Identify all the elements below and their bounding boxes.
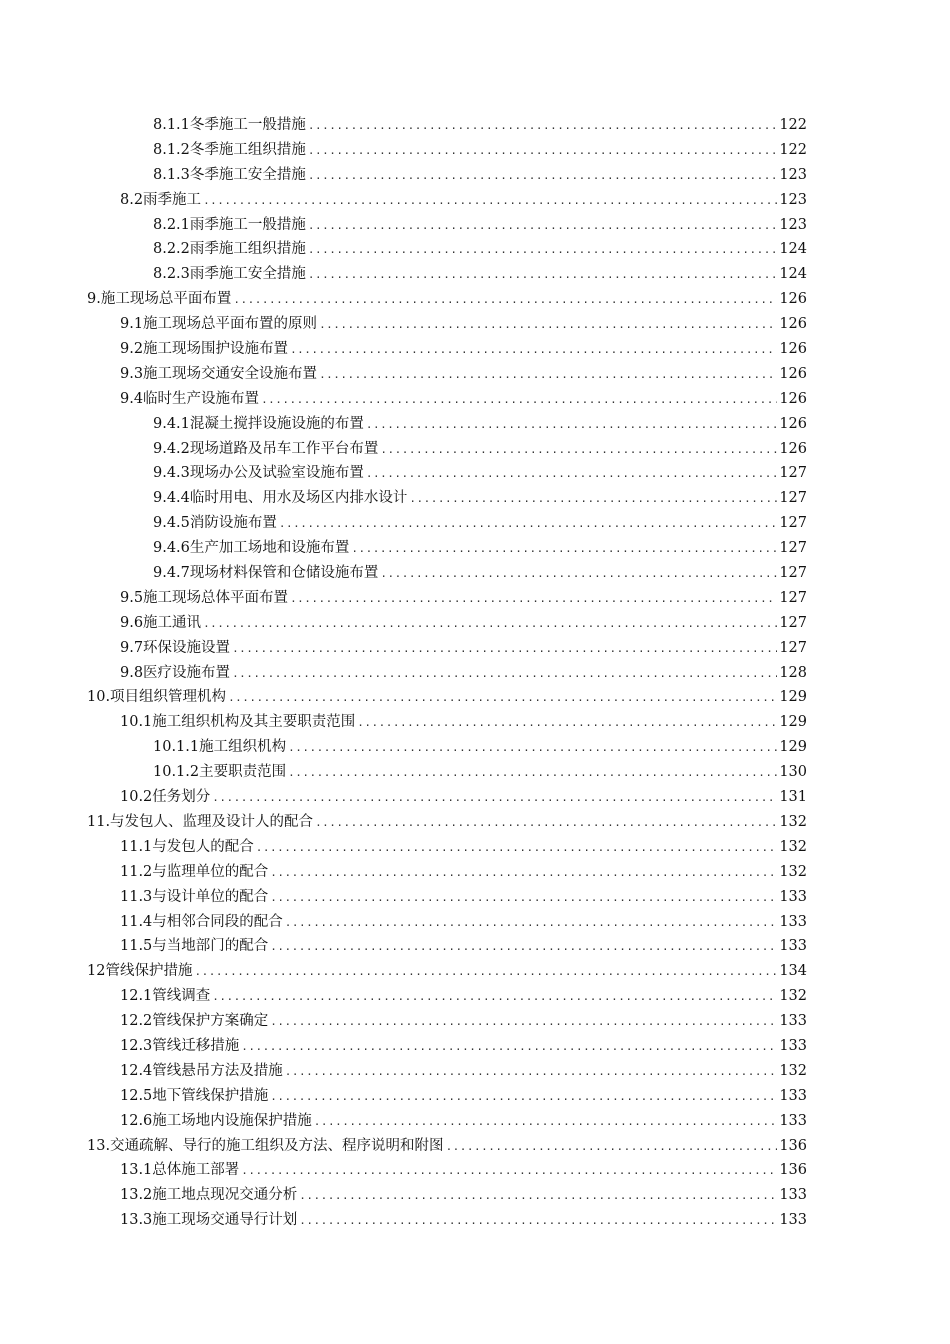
- toc-entry[interactable]: [0, 237, 950, 262]
- toc-entry-title: 12.3管线迁移措施: [120, 1037, 240, 1054]
- toc-page-number: 123: [779, 166, 807, 183]
- toc-entry-title: 9.4临时生产设施布置: [120, 390, 260, 407]
- toc-page-number: 122: [779, 141, 807, 158]
- toc-dot-leader: [241, 1035, 777, 1060]
- toc-entry[interactable]: [0, 188, 950, 213]
- toc-entry[interactable]: [0, 262, 950, 287]
- toc-entry-title: 11.4与相邻合同段的配合: [120, 913, 283, 930]
- toc-entry[interactable]: [0, 636, 950, 661]
- toc-entry[interactable]: [0, 959, 950, 984]
- toc-entry-title: 13.交通疏解、导行的施工组织及方法、程序说明和附图: [87, 1137, 444, 1154]
- toc-dot-leader: [228, 686, 777, 711]
- toc-page-number: 127: [779, 639, 807, 656]
- toc-entry-title: 12.4管线悬吊方法及措施: [120, 1062, 283, 1079]
- toc-entry[interactable]: [0, 138, 950, 163]
- toc-page-number: 123: [779, 191, 807, 208]
- toc-entry-title: 10.1施工组织机构及其主要职责范围: [120, 714, 356, 731]
- toc-page-number: 129: [779, 714, 807, 731]
- toc-dot-leader: [270, 861, 777, 886]
- toc-entry-title: 9.4.4临时用电、用水及场区内排水设计: [153, 490, 408, 507]
- toc-dot-leader: [261, 388, 777, 413]
- toc-entry[interactable]: [0, 860, 950, 885]
- toc-entry-title: 13.3施工现场交通导行计划: [120, 1212, 298, 1229]
- toc-page-number: 133: [779, 1187, 807, 1204]
- toc-dot-leader: [285, 911, 777, 936]
- toc-dot-leader: [315, 811, 777, 836]
- toc-entry-title: 10.1.2主要职责范围: [153, 764, 287, 781]
- toc-dot-leader: [279, 512, 777, 537]
- toc-entry[interactable]: [0, 486, 950, 511]
- toc-entry[interactable]: [0, 312, 950, 337]
- toc-entry[interactable]: [0, 536, 950, 561]
- toc-dot-leader: [308, 263, 777, 288]
- toc-dot-leader: [308, 139, 777, 164]
- toc-entry[interactable]: [0, 362, 950, 387]
- toc-entry-title: 8.2.2雨季施工组织措施: [153, 241, 306, 258]
- toc-dot-leader: [366, 413, 777, 438]
- toc-page-number: 126: [779, 316, 807, 333]
- toc-dot-leader: [299, 1209, 777, 1234]
- toc-entry[interactable]: [0, 437, 950, 462]
- toc-entry[interactable]: [0, 113, 950, 138]
- toc-entry-title: 9.4.7现场材料保管和仓储设施布置: [153, 565, 379, 582]
- toc-entry[interactable]: [0, 934, 950, 959]
- toc-dot-leader: [314, 1110, 777, 1135]
- toc-entry-title: 8.2.3雨季施工安全措施: [153, 266, 306, 283]
- toc-entry[interactable]: [0, 337, 950, 362]
- toc-page-number: 136: [779, 1162, 807, 1179]
- toc-dot-leader: [233, 288, 777, 313]
- toc-page-number: 126: [779, 440, 807, 457]
- toc-entry-title: 9.4.3现场办公及试验室设施布置: [153, 465, 364, 482]
- toc-entry[interactable]: [0, 1109, 950, 1134]
- toc-entry[interactable]: [0, 1208, 950, 1233]
- toc-dot-leader: [212, 985, 777, 1010]
- toc-page-number: 122: [779, 117, 807, 133]
- toc-page-number: 133: [779, 1037, 807, 1054]
- toc-entry-title: 9.1施工现场总平面布置的原则: [120, 316, 318, 333]
- toc-entry[interactable]: [0, 785, 950, 810]
- toc-page-number: 134: [779, 963, 807, 980]
- toc-entry-title: 8.2.1雨季施工一般措施: [153, 216, 306, 233]
- toc-page-number: 129: [779, 689, 807, 706]
- toc-entry[interactable]: [0, 910, 950, 935]
- toc-dot-leader: [256, 836, 777, 861]
- toc-entry[interactable]: [0, 1183, 950, 1208]
- toc-entry-title: 12.5地下管线保护措施: [120, 1087, 269, 1104]
- toc-entry-title: 9.4.2现场道路及吊车工作平台布置: [153, 440, 379, 457]
- toc-entry-title: 9.5施工现场总体平面布置: [120, 589, 289, 606]
- toc-entry[interactable]: [0, 611, 950, 636]
- toc-entry-title: 10.2任务划分: [120, 789, 211, 806]
- toc-entry-title: 12.6施工场地内设施保护措施: [120, 1112, 312, 1129]
- toc-dot-leader: [203, 612, 777, 637]
- toc-page-number: 133: [779, 1112, 807, 1129]
- toc-entry-title: 11.1与发包人的配合: [120, 838, 254, 855]
- toc-page-number: 127: [779, 565, 807, 582]
- toc-entry[interactable]: [0, 1134, 950, 1159]
- toc-entry[interactable]: [0, 1034, 950, 1059]
- toc-page-number: 123: [779, 216, 807, 233]
- toc-dot-leader: [319, 363, 777, 388]
- toc-page-number: 126: [779, 365, 807, 382]
- toc-dot-leader: [446, 1135, 777, 1160]
- toc-page-number: 126: [779, 291, 807, 308]
- toc-entry[interactable]: [0, 1084, 950, 1109]
- toc-entry[interactable]: [0, 710, 950, 735]
- toc-page-number: 136: [779, 1137, 807, 1154]
- toc-dot-leader: [288, 761, 777, 786]
- toc-entry-title: 11.2与监理单位的配合: [120, 863, 269, 880]
- toc-page-number: 132: [779, 1062, 807, 1079]
- toc-page-number: 127: [779, 540, 807, 557]
- toc-entry-title: 8.1.3冬季施工安全措施: [153, 166, 306, 183]
- toc-entry[interactable]: [0, 1158, 950, 1183]
- toc-dot-leader: [357, 711, 777, 736]
- table-of-contents: [0, 113, 950, 1233]
- toc-entry[interactable]: [0, 586, 950, 611]
- toc-entry-title: 9.4.1混凝土搅拌设施设施的布置: [153, 415, 364, 432]
- toc-page-number: 133: [779, 888, 807, 905]
- toc-entry-title: 9.施工现场总平面布置: [87, 291, 232, 308]
- toc-entry-title: 8.2雨季施工: [120, 191, 202, 208]
- toc-entry-title: 9.7环保设施设置: [120, 639, 231, 656]
- toc-page-number: 124: [779, 266, 807, 283]
- toc-dot-leader: [270, 886, 777, 911]
- toc-dot-leader: [319, 313, 777, 338]
- toc-entry[interactable]: [0, 1059, 950, 1084]
- toc-page-number: 133: [779, 1087, 807, 1104]
- toc-page-number: 129: [779, 739, 807, 756]
- toc-entry-title: 13.2施工地点现况交通分析: [120, 1187, 298, 1204]
- toc-dot-leader: [285, 1060, 777, 1085]
- toc-dot-leader: [351, 537, 777, 562]
- toc-dot-leader: [366, 462, 777, 487]
- toc-entry[interactable]: [0, 885, 950, 910]
- toc-entry-title: 12.1管线调查: [120, 988, 211, 1005]
- toc-dot-leader: [270, 935, 777, 960]
- toc-dot-leader: [380, 438, 777, 463]
- toc-entry-title: 8.1.2冬季施工组织措施: [153, 141, 306, 158]
- toc-entry-title: 11.3与设计单位的配合: [120, 888, 269, 905]
- toc-page-number: 133: [779, 1013, 807, 1030]
- toc-dot-leader: [308, 164, 777, 189]
- toc-dot-leader: [409, 487, 777, 512]
- toc-entry[interactable]: [0, 163, 950, 188]
- toc-page-number: 128: [779, 664, 807, 681]
- toc-page-number: 133: [779, 913, 807, 930]
- toc-dot-leader: [270, 1085, 777, 1110]
- toc-page-number: 133: [779, 1212, 807, 1229]
- toc-dot-leader: [290, 587, 777, 612]
- toc-dot-leader: [288, 736, 777, 761]
- toc-dot-leader: [380, 562, 777, 587]
- toc-dot-leader: [203, 189, 777, 214]
- toc-entry[interactable]: [0, 461, 950, 486]
- toc-entry[interactable]: [0, 213, 950, 238]
- toc-dot-leader: [290, 338, 777, 363]
- toc-entry-title: 11.与发包人、监理及设计人的配合: [87, 813, 314, 830]
- toc-entry-title: 10.项目组织管理机构: [87, 689, 227, 706]
- toc-page-number: 132: [779, 988, 807, 1005]
- toc-dot-leader: [232, 637, 777, 662]
- toc-dot-leader: [232, 662, 777, 687]
- toc-page-number: 126: [779, 341, 807, 358]
- toc-entry-title: 12.2管线保护方案确定: [120, 1013, 269, 1030]
- toc-entry[interactable]: [0, 511, 950, 536]
- toc-page-number: 127: [779, 614, 807, 631]
- toc-entry-title: 10.1.1施工组织机构: [153, 739, 287, 756]
- toc-entry-title: 12管线保护措施: [87, 963, 193, 980]
- toc-page-number: 132: [779, 863, 807, 880]
- toc-entry[interactable]: [0, 685, 950, 710]
- toc-entry-title: 9.4.5消防设施布置: [153, 515, 277, 532]
- toc-entry-title: 8.1.1冬季施工一般措施: [153, 117, 306, 133]
- toc-page-number: 126: [779, 390, 807, 407]
- toc-page-number: 133: [779, 938, 807, 955]
- toc-entry-title: 9.4.6生产加工场地和设施布置: [153, 540, 350, 557]
- toc-entry[interactable]: [0, 984, 950, 1009]
- toc-dot-leader: [308, 114, 777, 139]
- toc-entry[interactable]: [0, 835, 950, 860]
- toc-dot-leader: [241, 1159, 777, 1184]
- toc-entry-title: 9.3施工现场交通安全设施布置: [120, 365, 318, 382]
- toc-entry-title: 9.2施工现场围护设施布置: [120, 341, 289, 358]
- toc-entry[interactable]: [0, 810, 950, 835]
- toc-dot-leader: [270, 1010, 777, 1035]
- toc-page-number: 127: [779, 589, 807, 606]
- toc-entry[interactable]: [0, 561, 950, 586]
- toc-entry[interactable]: [0, 387, 950, 412]
- toc-entry-title: 11.5与当地部门的配合: [120, 938, 269, 955]
- toc-page-number: 124: [779, 241, 807, 258]
- toc-dot-leader: [299, 1184, 777, 1209]
- toc-page-number: 131: [779, 789, 807, 806]
- toc-entry[interactable]: [0, 1009, 950, 1034]
- toc-entry[interactable]: [0, 760, 950, 785]
- toc-entry-title: 9.8医疗设施布置: [120, 664, 231, 681]
- toc-page-number: 132: [779, 838, 807, 855]
- toc-entry-title: 9.6施工通讯: [120, 614, 202, 631]
- toc-page-number: 130: [779, 764, 807, 781]
- toc-page-number: 132: [779, 813, 807, 830]
- toc-entry[interactable]: [0, 661, 950, 686]
- toc-page-number: 126: [779, 415, 807, 432]
- toc-entry[interactable]: [0, 287, 950, 312]
- toc-entry[interactable]: [0, 412, 950, 437]
- toc-page-number: 127: [779, 515, 807, 532]
- toc-page-number: 127: [779, 465, 807, 482]
- toc-dot-leader: [212, 786, 777, 811]
- toc-dot-leader: [308, 238, 777, 263]
- toc-page-number: 127: [779, 490, 807, 507]
- toc-dot-leader: [194, 960, 777, 985]
- toc-entry-title: 13.1总体施工部署: [120, 1162, 240, 1179]
- toc-entry[interactable]: [0, 735, 950, 760]
- toc-dot-leader: [308, 214, 777, 239]
